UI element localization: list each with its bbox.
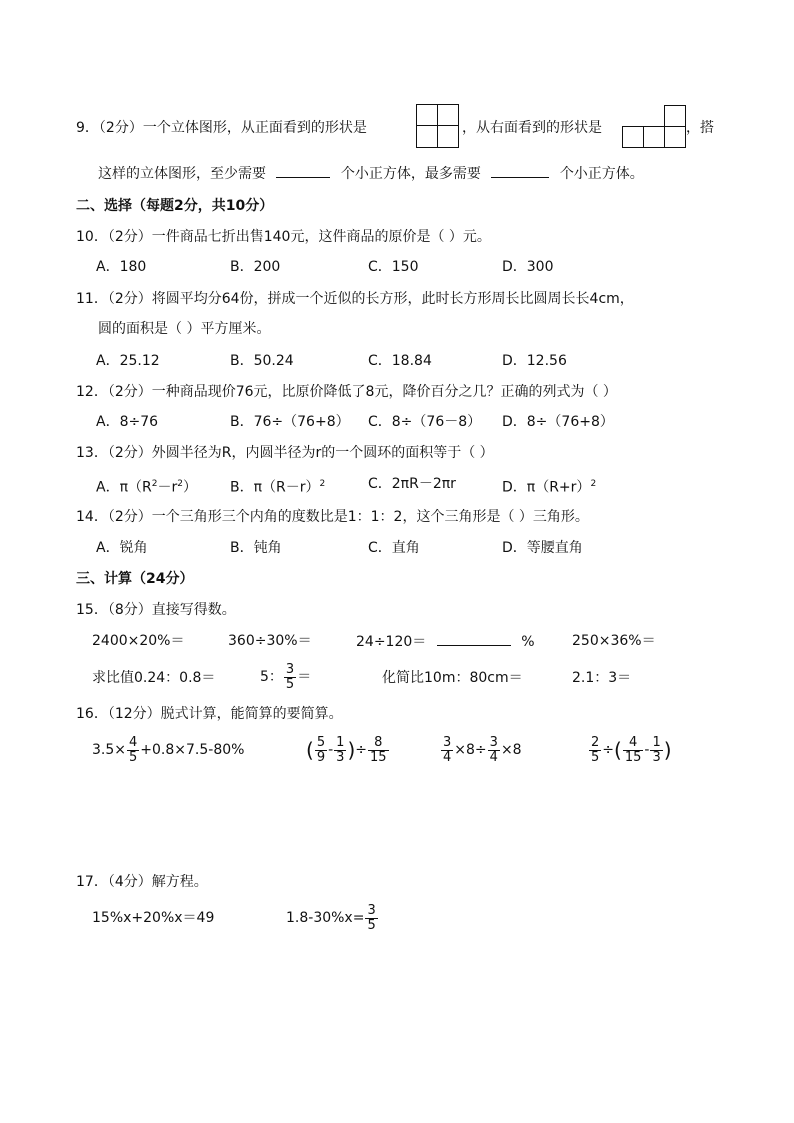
q12-stem: 12．（2分）一种商品现价76元，比原价降低了8元，降价百分之几？正确的列式为（ ） [76, 384, 617, 400]
q14-option-b[interactable]: B．钝角 [230, 540, 282, 556]
section-title-choice: 二、选择（每题2分，共10分） [76, 198, 274, 214]
q10-option-a[interactable]: A．180 [96, 259, 147, 275]
q16-stem: 16．（12分）脱式计算，能简算的要简算。 [76, 706, 343, 722]
q15-stem: 15．（8分）直接写得数。 [76, 602, 236, 618]
q13-option-c[interactable]: C．2πR－2πr [368, 476, 456, 492]
q15-item-4: 250×36%＝ [572, 633, 656, 649]
q11-option-c[interactable]: C．18.84 [368, 353, 432, 369]
q9-line1: 9．（2分）一个立体图形，从正面看到的形状是 [76, 120, 367, 136]
q17-equation-1: 15%x+20%x＝49 [92, 910, 215, 926]
q14-option-a[interactable]: A．锐角 [96, 540, 148, 556]
q10-option-c[interactable]: C．150 [368, 259, 419, 275]
q9-line1-mid: ，从右面看到的形状是 [462, 120, 602, 136]
q15-item-6: 5： $\frac{3}{5}$ ＝ [260, 661, 312, 692]
q11-stem-2: 圆的面积是（ ）平方厘米。 [98, 321, 271, 337]
q13-option-b[interactable]: B．$\pi(R-r)^2$ [230, 479, 326, 496]
q15-item-3: 24÷120＝ % [356, 631, 535, 652]
q10-option-b[interactable]: B．200 [230, 259, 281, 275]
q12-option-a[interactable]: A．8÷76 [96, 414, 159, 430]
q15-item-7: 化简比10m：80cm＝ [382, 670, 523, 686]
q17-stem: 17．（4分）解方程。 [76, 874, 208, 890]
q11-option-b[interactable]: B．50.24 [230, 353, 294, 369]
q13-option-a[interactable]: A．$\pi(R^2-r^2)$ [96, 479, 197, 496]
q15-item-1: 2400×20%＝ [92, 633, 185, 649]
q14-stem: 14．（2分）一个三角形三个内角的度数比是1：1：2，这个三角形是（ ）三角形。 [76, 509, 589, 525]
q10-stem: 10．（2分）一件商品七折出售140元，这件商品的原价是（ ）元。 [76, 229, 491, 245]
q16-expr-4: $\frac{2}{5}$ ÷( $\frac{4}{15}$ - $\frac{1}{3}$ ) [591, 734, 672, 765]
q12-option-c[interactable]: C．8÷（76－8） [368, 414, 482, 430]
q12-option-d[interactable]: D．8÷（76+8） [502, 414, 614, 430]
q15-item-2: 360÷30%＝ [228, 633, 312, 649]
q15-item-8: 2.1：3＝ [572, 670, 632, 686]
q16-expr-1: 3.5× $\frac{4}{5}$ +0.8×7.5-80% [92, 734, 245, 765]
q11-stem: 11．（2分）将圆平均分64份，拼成一个近似的长方形，此时长方形周长比圆周长长4cm， [76, 291, 634, 307]
q13-option-d[interactable]: D．$\pi(R+r)^2$ [502, 479, 597, 496]
answer-blank[interactable] [437, 631, 511, 646]
q9-line1-end: ，搭 [686, 120, 714, 136]
q14-option-c[interactable]: C．直角 [368, 540, 420, 556]
q15-item-5: 求比值0.24：0.8＝ [92, 670, 216, 686]
q17-equation-2: 1.8-30%x= $\frac{3}{5}$ [286, 902, 376, 933]
answer-blank[interactable] [276, 163, 330, 178]
fraction: $\frac{3}{5}$ [285, 661, 295, 692]
q9-line2: 这样的立体图形，至少需要 个小正方体，最多需要 个小正方体。 [98, 163, 644, 184]
q10-option-d[interactable]: D．300 [502, 259, 554, 275]
q13-stem: 13．（2分）外圆半径为R，内圆半径为r的一个圆环的面积等于（ ） [76, 445, 494, 461]
q14-option-d[interactable]: D．等腰直角 [502, 540, 583, 556]
q16-expr-2: ( $\frac{5}{9}$ - $\frac{1}{3}$ )÷ $\frac{8}{15}$ [306, 734, 387, 765]
q11-option-a[interactable]: A．25.12 [96, 353, 160, 369]
section-title-calc: 三、计算（24分） [76, 571, 194, 587]
q16-expr-3: $\frac{3}{4}$ ×8÷ $\frac{3}{4}$ ×8 [443, 734, 522, 765]
q11-option-d[interactable]: D．12.56 [502, 353, 567, 369]
answer-blank[interactable] [491, 163, 549, 178]
q12-option-b[interactable]: B．76÷（76+8） [230, 414, 350, 430]
